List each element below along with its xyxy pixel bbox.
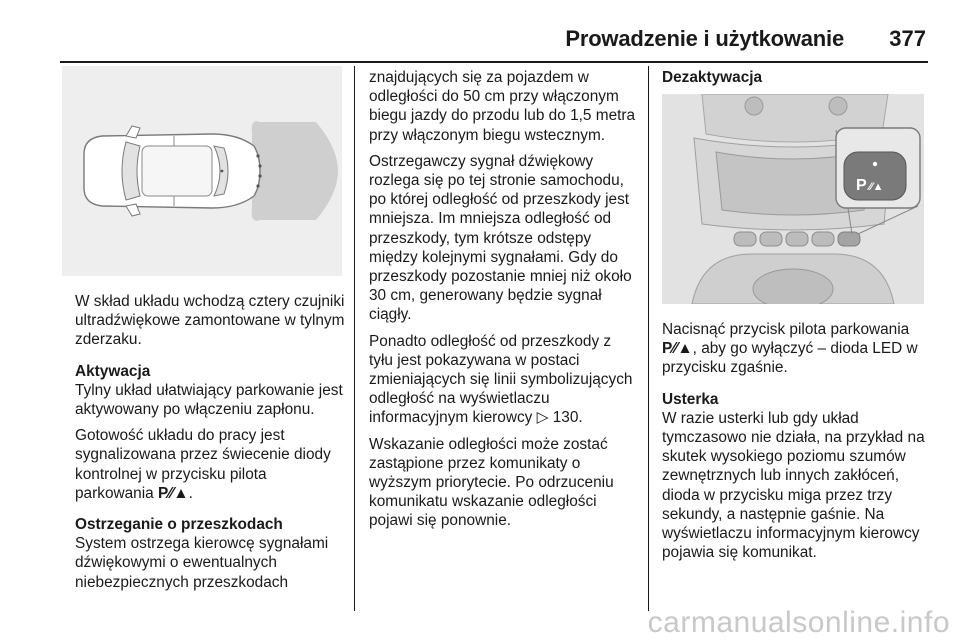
park-pilot-symbol-icon: ⁄⁄▲: [672, 340, 693, 358]
column-divider: [648, 66, 649, 611]
distance-paragraph: znajdujących się za pojazdem w odległości do 50 cm przy włączonym biegu jazdy do przodu lub do 1,5 metra przy włączonym biegu wstecznym.: [369, 69, 636, 144]
section-title: Prowadzenie i użytkowanie: [565, 26, 844, 51]
fault-heading: Usterka: [662, 390, 719, 408]
signal-paragraph: Ostrzegawczy sygnał dźwiękowy rozlega się po tej stronie samochodu, po której odległość od przeszkody jest mniejsza. Im mniejsza odległość od przeszkody, tym krótsze odstępy między kolejnymi sygnałami. Gdy do przeszkody pozostanie mniej niż około 30 cm, generowany będzie sygnał ciągły.: [369, 152, 632, 324]
car-top-view-figure: [62, 66, 342, 276]
console-park-pilot-button-icon: [662, 94, 924, 304]
park-pilot-symbol: P: [158, 484, 169, 502]
column-3: [662, 68, 932, 87]
zoom-button-label: P: [856, 177, 867, 194]
watermark: carmanualsonline.info: [647, 606, 950, 639]
deactivation-text-a: Nacisnąć przycisk pilota parkowania: [662, 321, 910, 338]
console-figure: [662, 94, 924, 304]
activation-paragraph-1: Tylny układ ułatwiający parkowanie jest aktywowany po włączeniu zapłonu.: [75, 381, 343, 419]
warning-heading: Ostrzeganie o przeszkodach: [75, 516, 283, 534]
activation-paragraph-2-text: Gotowość układu do pracy jest sygnalizowana przez świecenie diody kontrolnej w przycisku pilota parkowania: [75, 427, 331, 502]
activation-heading: Aktywacja: [75, 362, 151, 380]
park-pilot-symbol: P: [662, 340, 673, 358]
deactivation-paragraph: [662, 320, 934, 378]
car-top-view-rear-sensor-zone-icon: [62, 66, 342, 276]
column-2: [369, 68, 639, 538]
page-number: 377: [889, 26, 926, 51]
activation-paragraph-2: [75, 426, 347, 503]
fault-paragraph: W razie usterki lub gdy układ tymczasowo nie działa, na przykład na skutek wysokiego poziomu szumów zewnętrznych lub innych zakłóceń, dioda w przycisku miga przez trzy sekundy, a następnie gaśnie. Na wyświetlaczu informacyjnym kierowcy pojawia się komunikat.: [662, 409, 925, 562]
park-pilot-symbol-icon: ⁄⁄▲: [168, 484, 189, 502]
deactivation-text-b: , aby go wyłączyć – dioda LED w przycisku zgaśnie.: [662, 340, 918, 377]
priority-paragraph: Wskazanie odległości może zostać zastąpione przez komunikaty o wyższym priorytecie. Po odrzuceniu komunikatu wskazanie odległości pojawi się ponownie.: [369, 435, 614, 530]
page-header: [60, 26, 928, 56]
page-reference-link[interactable]: ▷ 130.: [536, 409, 583, 427]
display-paragraph: [369, 332, 639, 428]
deactivation-heading: Dezaktywacja: [662, 69, 763, 86]
activation-paragraph-2-end: .: [188, 484, 193, 502]
column-divider: [354, 66, 355, 611]
intro-paragraph: W skład układu wchodzą cztery czujniki ultradźwiękowe zamontowane w tylnym zderzaku.: [75, 293, 345, 349]
column-1: [75, 292, 347, 599]
svg-text:⁄⁄▲: ⁄⁄▲: [869, 181, 884, 193]
display-paragraph-text: Ponadto odległość od przeszkody z tyłu jest pokazywana w postaci zmieniających się linii symbolizujących odległość na wyświetlaczu informacyjnym kierowcy: [369, 332, 633, 427]
warning-paragraph-1: System ostrzega kierowcę sygnałami dźwiękowymi o ewentualnych niebezpiecznych przeszkodach: [75, 535, 329, 591]
column-3-lower: [662, 320, 934, 569]
header-rule: [60, 61, 928, 63]
